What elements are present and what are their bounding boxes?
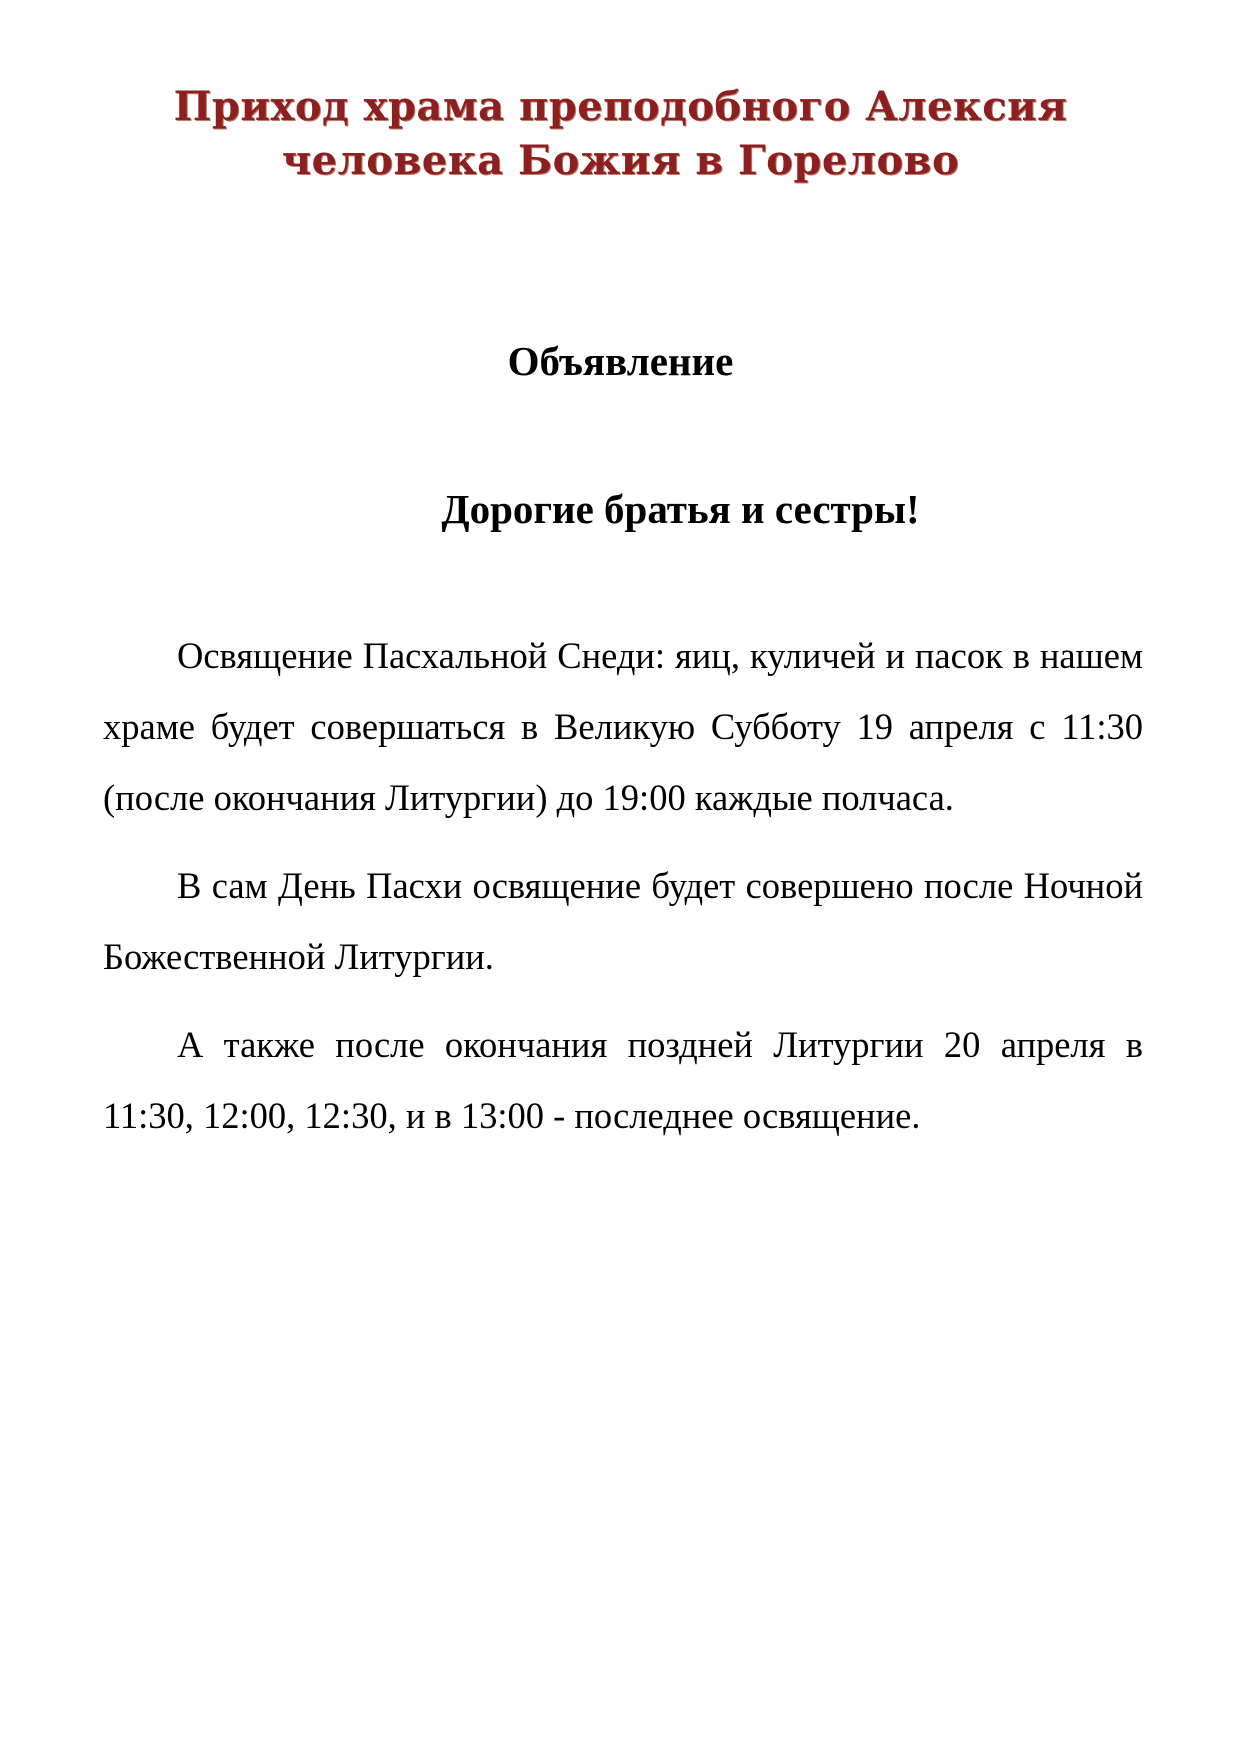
paragraph-blessing-easter-day: А также после окончания поздней Литургии 20 апреля в 11:30, 12:00, 12:30, и в 13:00 - последнее освящение.: [103, 1024, 1143, 1136]
announcement-title: Объявление: [507, 338, 734, 384]
paragraph-blessing-saturday: Освящение Пасхальной Снеди: яиц, куличей и пасок в нашем храме будет совершаться в Великую Субботу 19 апреля с 11:30 (после окончания Литургии) до 19:00 каждые полчаса.: [103, 635, 1143, 818]
announcement-body: [103, 620, 1143, 1168]
paragraph-blessing-easter-night: В сам День Пасхи освящение будет совершено после Ночной Божественной Литургии.: [103, 865, 1143, 977]
parish-header: [0, 80, 1241, 188]
parish-header-line-1: Приход храма преподобного Алексия: [173, 83, 1068, 130]
greeting-heading: Дорогие братья и сестры!: [441, 486, 920, 532]
parish-header-line-2: человека Божия в Горелово: [281, 137, 960, 184]
